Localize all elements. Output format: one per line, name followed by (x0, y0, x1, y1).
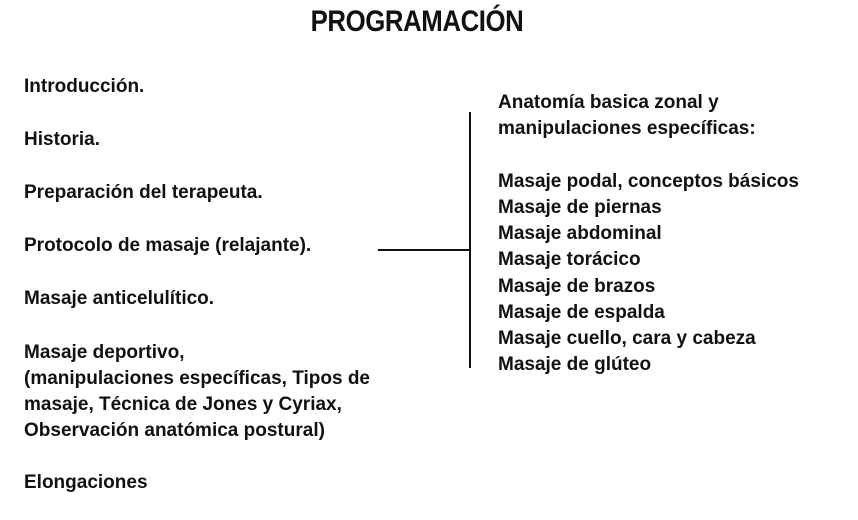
connector-horizontal-line (378, 249, 470, 251)
subtopic-cuello-cara-cabeza: Masaje cuello, cara y cabeza (498, 328, 756, 349)
connector-vertical-bracket (469, 112, 471, 368)
topic-protocolo: Protocolo de masaje (relajante). (24, 235, 312, 256)
subtopic-abdominal: Masaje abdominal (498, 223, 662, 244)
topic-elongaciones: Elongaciones (24, 472, 148, 493)
topic-anticelulitico: Masaje anticelulítico. (24, 288, 215, 309)
subtopic-espalda: Masaje de espalda (498, 302, 665, 323)
subtopic-gluteo: Masaje de glúteo (498, 354, 652, 375)
page-title: PROGRAMACIÓN (310, 5, 524, 38)
topic-deportivo: Masaje deportivo, (24, 342, 185, 363)
subtopics-heading-line-1: Anatomía basica zonal y (498, 92, 719, 113)
subtopics-heading-line-2: manipulaciones específicas: (498, 118, 756, 139)
topic-deportivo-detail-2: masaje, Técnica de Jones y Cyriax, (24, 394, 342, 415)
topic-deportivo-detail-3: Observación anatómica postural) (24, 420, 325, 441)
topic-preparacion: Preparación del terapeuta. (24, 182, 263, 203)
topic-historia: Historia. (24, 129, 101, 150)
subtopic-toracico: Masaje torácico (498, 249, 641, 270)
topic-introduccion: Introducción. (24, 76, 145, 97)
topic-deportivo-detail-1: (manipulaciones específicas, Tipos de (24, 368, 370, 389)
subtopic-podal: Masaje podal, conceptos básicos (498, 171, 799, 192)
subtopic-brazos: Masaje de brazos (498, 276, 656, 297)
subtopic-piernas: Masaje de piernas (498, 197, 662, 218)
